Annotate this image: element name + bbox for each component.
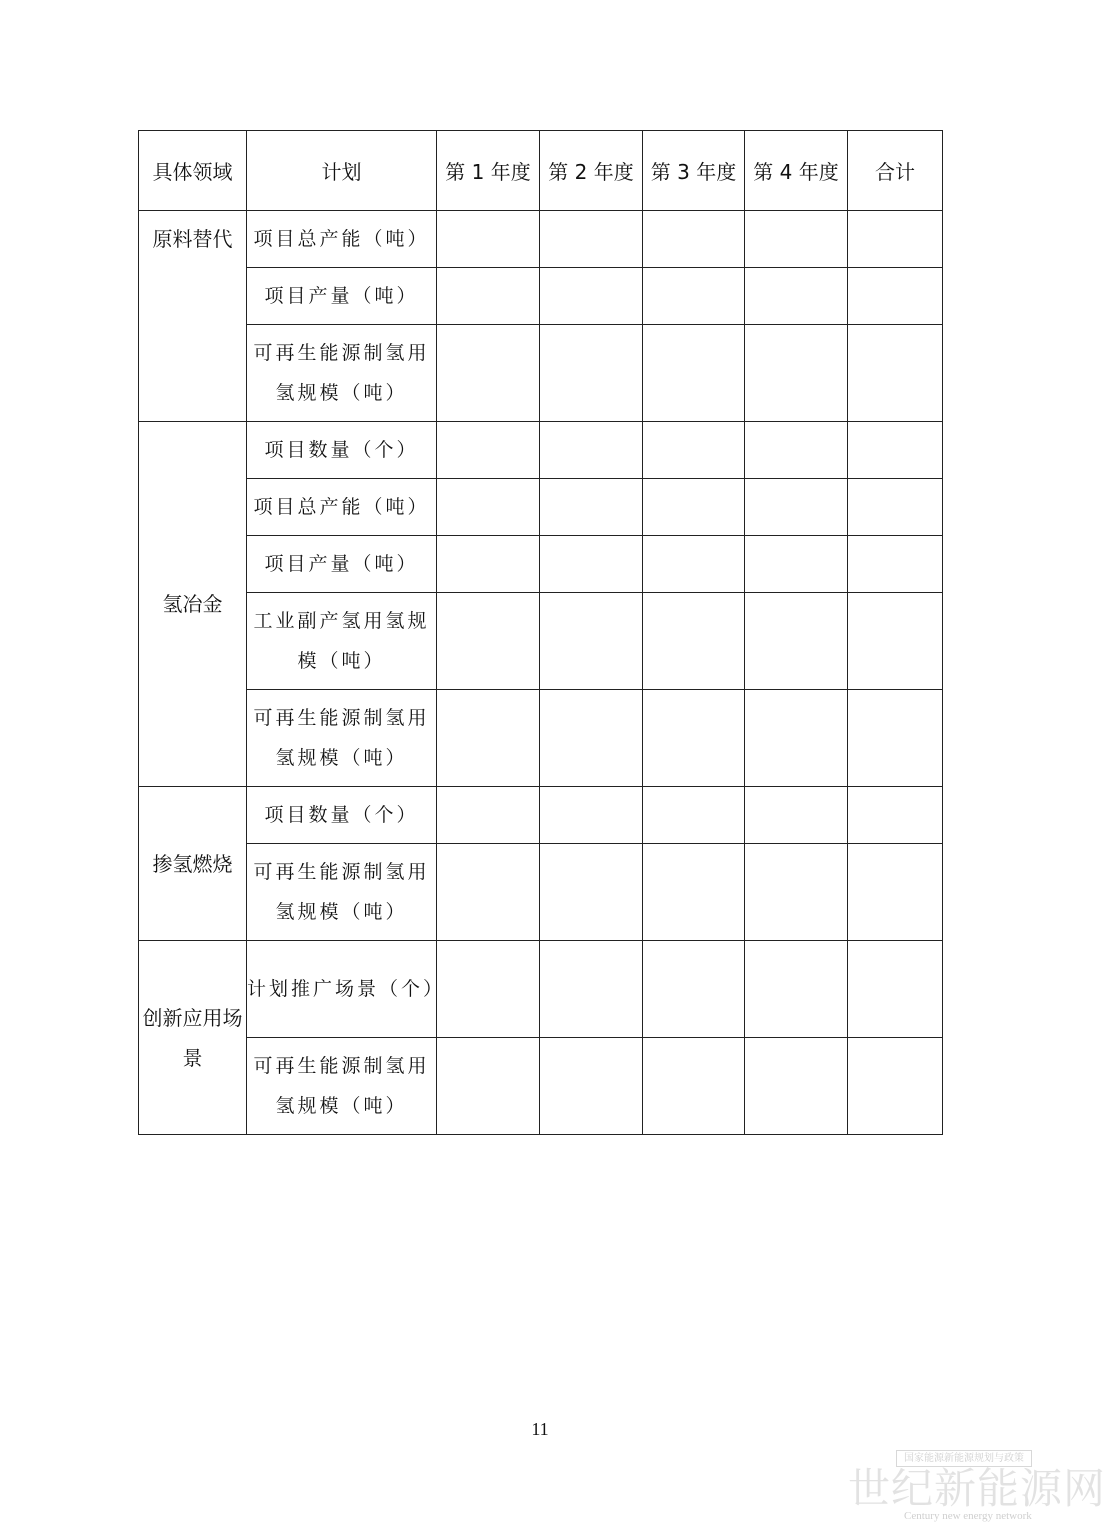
total-cell: [848, 268, 943, 325]
watermark-sub-text: Century new energy network: [904, 1510, 1032, 1522]
value-cell: [540, 325, 643, 422]
value-cell: [540, 1038, 643, 1135]
total-cell: [848, 536, 943, 593]
page-number: 11: [531, 1419, 549, 1439]
header-year-3: 第 3 年度: [643, 131, 745, 211]
value-cell: [540, 422, 643, 479]
value-cell: [643, 268, 745, 325]
header-year-2: 第 2 年度: [540, 131, 643, 211]
value-cell: [643, 1038, 745, 1135]
value-cell: [540, 844, 643, 941]
domain-cell-raw-material: 原料替代: [139, 211, 247, 422]
value-cell: [540, 787, 643, 844]
plan-item: 项目数量（个）: [247, 787, 437, 844]
value-cell: [745, 536, 848, 593]
value-cell: [437, 844, 540, 941]
plan-item: 项目总产能（吨）: [247, 479, 437, 536]
value-cell: [643, 690, 745, 787]
value-cell: [540, 268, 643, 325]
value-cell: [643, 787, 745, 844]
value-cell: [745, 422, 848, 479]
value-cell: [643, 844, 745, 941]
domain-cell-hydrogen-blending: 掺氢燃烧: [139, 787, 247, 941]
domain-cell-innovative-scenarios: 创新应用场景: [139, 941, 247, 1135]
header-year-1: 第 1 年度: [437, 131, 540, 211]
plan-item: 项目产量（吨）: [247, 268, 437, 325]
value-cell: [745, 690, 848, 787]
table-row: [139, 536, 943, 593]
domain-cell-hydrogen-metallurgy: 氢冶金: [139, 422, 247, 787]
table-row: [139, 211, 943, 268]
total-cell: [848, 1038, 943, 1135]
plan-item: 可再生能源制氢用氢规模（吨）: [247, 325, 437, 422]
total-cell: [848, 325, 943, 422]
table-row: [139, 593, 943, 690]
value-cell: [540, 479, 643, 536]
total-cell: [848, 690, 943, 787]
value-cell: [745, 1038, 848, 1135]
value-cell: [437, 325, 540, 422]
total-cell: [848, 479, 943, 536]
table-header-row: [139, 131, 943, 211]
total-cell: [848, 422, 943, 479]
watermark: [848, 1450, 1106, 1526]
value-cell: [643, 536, 745, 593]
value-cell: [437, 422, 540, 479]
value-cell: [745, 325, 848, 422]
plan-item: 项目数量（个）: [247, 422, 437, 479]
value-cell: [540, 536, 643, 593]
value-cell: [745, 211, 848, 268]
table-row: [139, 325, 943, 422]
value-cell: [745, 268, 848, 325]
table-row: [139, 690, 943, 787]
value-cell: [745, 479, 848, 536]
value-cell: [437, 211, 540, 268]
plan-item: 可再生能源制氢用氢规模（吨）: [247, 1038, 437, 1135]
table-row: [139, 787, 943, 844]
plan-item: 工业副产氢用氢规模（吨）: [247, 593, 437, 690]
total-cell: [848, 211, 943, 268]
header-year-4: 第 4 年度: [745, 131, 848, 211]
table-row: [139, 1038, 943, 1135]
plan-item: 项目总产能（吨）: [247, 211, 437, 268]
table-row: [139, 422, 943, 479]
header-plan: 计划: [247, 131, 437, 211]
header-total: 合计: [848, 131, 943, 211]
value-cell: [643, 941, 745, 1038]
value-cell: [437, 690, 540, 787]
header-domain: 具体领域: [139, 131, 247, 211]
value-cell: [437, 941, 540, 1038]
value-cell: [437, 593, 540, 690]
value-cell: [437, 787, 540, 844]
plan-table: [138, 130, 943, 1135]
value-cell: [643, 211, 745, 268]
total-cell: [848, 941, 943, 1038]
table-row: [139, 268, 943, 325]
value-cell: [540, 211, 643, 268]
value-cell: [437, 536, 540, 593]
watermark-top-text: 国家能源新能源规划与政策: [896, 1450, 1032, 1467]
value-cell: [643, 479, 745, 536]
value-cell: [745, 593, 848, 690]
value-cell: [745, 941, 848, 1038]
table-row: [139, 941, 943, 1038]
plan-item: 项目产量（吨）: [247, 536, 437, 593]
value-cell: [540, 690, 643, 787]
value-cell: [643, 593, 745, 690]
total-cell: [848, 844, 943, 941]
watermark-main-text: 世纪新能源网: [848, 1464, 1106, 1513]
value-cell: [540, 593, 643, 690]
value-cell: [643, 325, 745, 422]
value-cell: [437, 268, 540, 325]
plan-item: 可再生能源制氢用氢规模（吨）: [247, 844, 437, 941]
value-cell: [437, 1038, 540, 1135]
value-cell: [643, 422, 745, 479]
value-cell: [745, 844, 848, 941]
plan-item: 可再生能源制氢用氢规模（吨）: [247, 690, 437, 787]
total-cell: [848, 593, 943, 690]
value-cell: [437, 479, 540, 536]
table-row: [139, 479, 943, 536]
total-cell: [848, 787, 943, 844]
plan-item: 计划推广场景（个）: [247, 941, 437, 1038]
value-cell: [540, 941, 643, 1038]
table-row: [139, 844, 943, 941]
value-cell: [745, 787, 848, 844]
